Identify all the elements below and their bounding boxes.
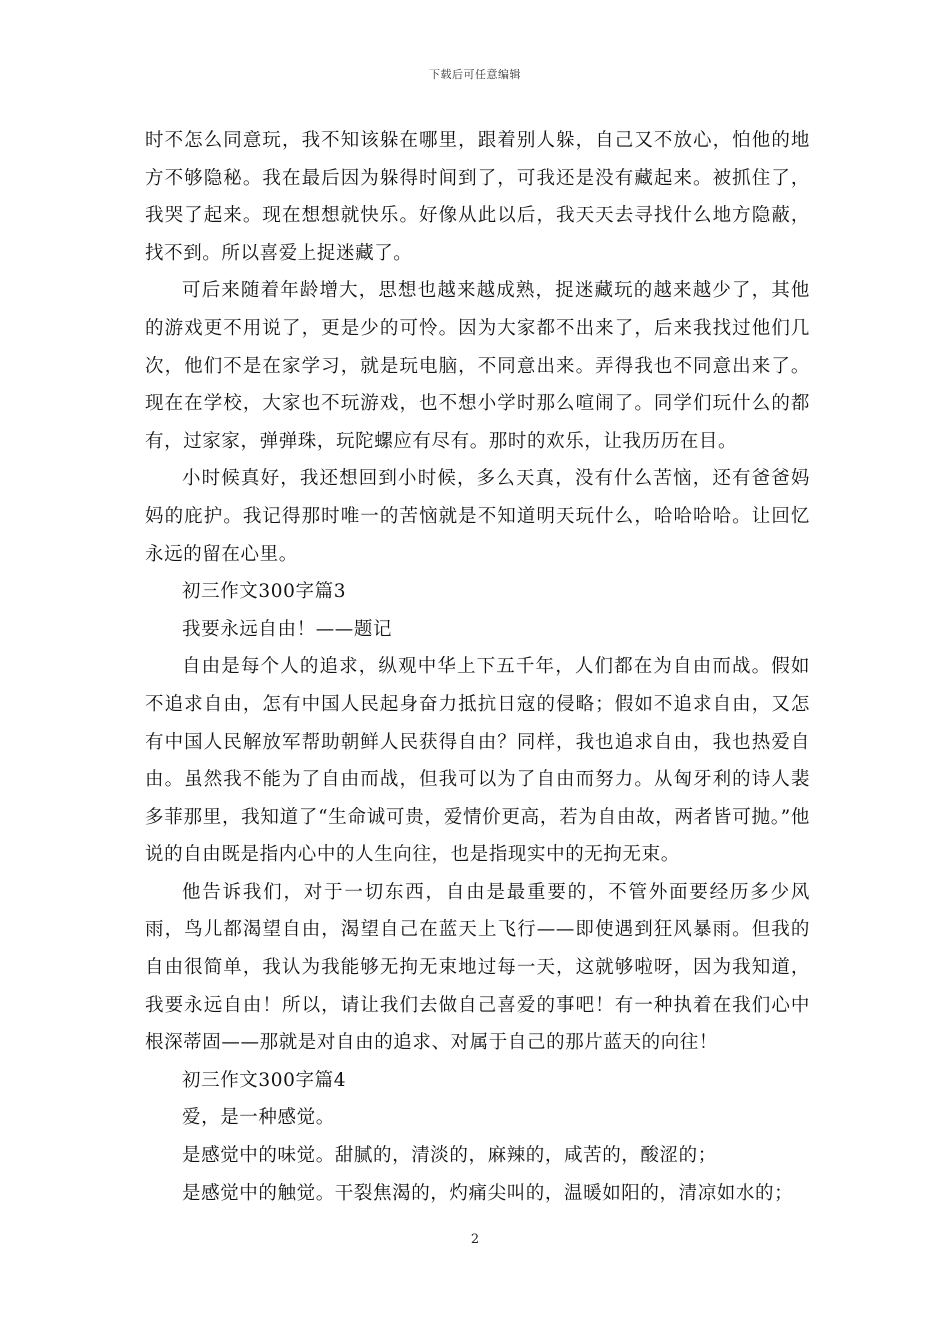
- paragraph: 自由是每个人的追求，纵观中华上下五千年，人们都在为自由而战。假如不追求自由，怎有中国人民起身奋力抵抗日寇的侵略；假如不追求自由，又怎有中国人民解放军帮助朝鲜人民获得自由？同样，我也追求自由，我也热爱自由。虽然我不能为了自由而战，但我可以为了自由而努力。从匈牙利的诗人裴多菲那里，我知道了“生命诚可贵，爱情价更高，若为自由故，两者皆可抛。”他说的自由既是指内心中的人生向往，也是指现实中的无拘无束。: [145, 656, 810, 866]
- paragraph: 他告诉我们，对于一切东西，自由是最重要的，不管外面要经历多少风雨，鸟儿都渴望自由，渴望自己在蓝天上飞行——即使遇到狂风暴雨。但我的自由很简单，我认为我能够无拘无束地过每一天，这就够啦呀，因为我知道，我要永远自由！所以，请让我们去做自己喜爱的事吧！有一种执着在我们心中根深蒂固——那就是对自由的追求、对属于自己的那片蓝天的向往！: [145, 881, 810, 1054]
- epigraph: 我要永远自由！——题记: [182, 618, 393, 640]
- paragraph: 可后来随着年龄增大，思想也越来越成熟，捉迷藏玩的越来越少了，其他的游戏更不用说了，更是少的可怜。因为大家都不出来了，后来我找过他们几次，他们不是在家学习，就是玩电脑，不同意出来。弄得我也不同意出来了。现在在学校，大家也不玩游戏，也不想小学时那么喧闹了。同学们玩什么的都有，过家家，弹弹珠，玩陀螺应有尽有。那时的欢乐，让我历历在目。: [145, 280, 810, 452]
- paragraph: 小时候真好，我还想回到小时候，多么天真，没有什么苦恼，还有爸爸妈妈的庇护。我记得那时唯一的苦恼就是不知道明天玩什么，哈哈哈哈。让回忆永远的留在心里。: [145, 468, 810, 565]
- section-heading: 初三作文300字篇3: [182, 581, 347, 603]
- document-body: [145, 122, 810, 1212]
- page-number: 2: [470, 1232, 480, 1247]
- paragraph: 是感觉中的触觉。干裂焦渴的，灼痛尖叫的，温暖如阳的，清凉如水的；: [182, 1182, 794, 1204]
- paragraph: 爱，是一种感觉。: [182, 1107, 335, 1129]
- paragraph-continuation: 时不怎么同意玩，我不知该躲在哪里，跟着别人躲，自己又不放心，怕他的地方不够隐秘。我在最后因为躲得时间到了，可我还是没有藏起来。被抓住了，我哭了起来。现在想想就快乐。好像从此以后，我天天去寻找什么地方隐蔽，找不到。所以喜爱上捉迷藏了。: [145, 130, 810, 264]
- page-header: 下载后可任意编辑: [429, 68, 521, 81]
- section-heading: 初三作文300字篇4: [182, 1069, 347, 1091]
- paragraph: 是感觉中的味觉。甜腻的，清淡的，麻辣的，咸苦的，酸涩的；: [182, 1145, 717, 1167]
